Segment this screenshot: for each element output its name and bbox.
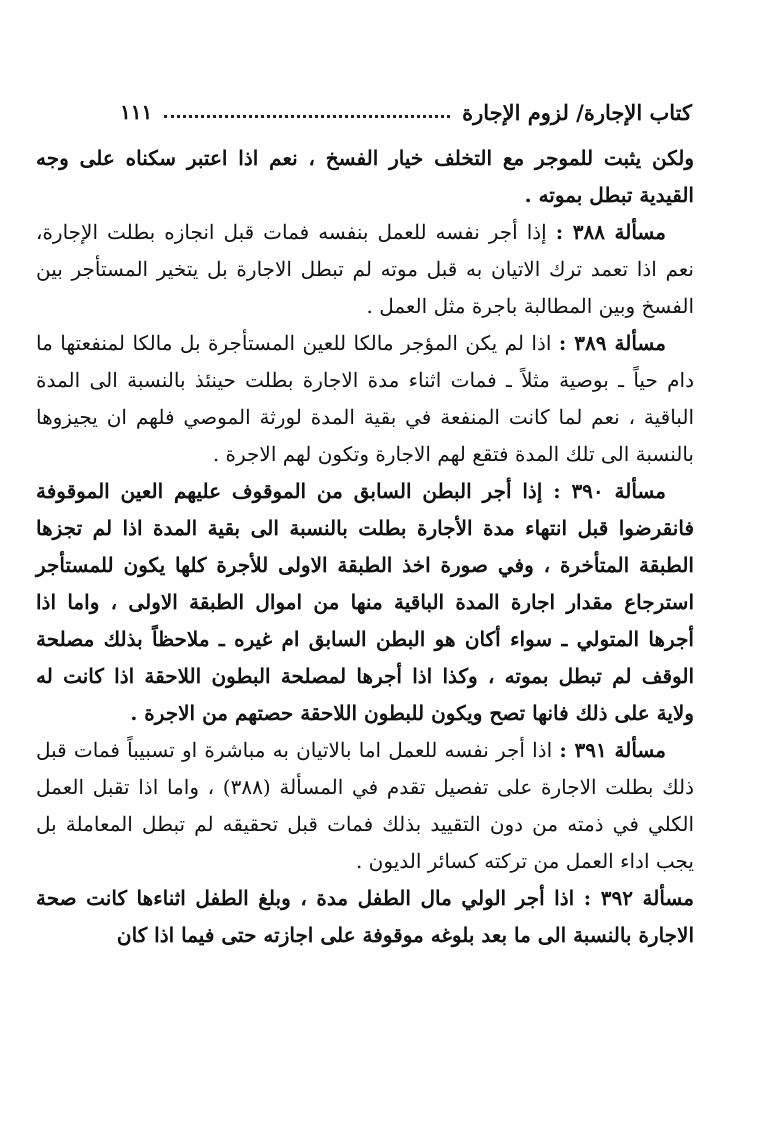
paragraph-text: إذا أجر البطن السابق من الموقوف عليهم العين الموقوفة فانقرضوا قبل انتهاء مدة الأجارة بطلت بالنسبة الى بقية المدة اذا لم تجزها الطبقة المتأخرة ، وفي صورة اخذ الطبقة الاولى للأجرة كلها يكون للمستأجر استرجاع مقدار اجارة المدة الباقية منها من اموال الطبقة الاولى ، واما اذا أجرها المتولي ـ سواء أكان هو البطن السابق ام غيره ـ ملاحظاً بذلك مصلحة الوقف لم تبطل بموته ، وكذا اذا أجرها لمصلحة البطون اللاحقة اذا كانت له ولاية على ذلك فانها تصح ويكون للبطون اللاحقة حصتهم من الاجرة . — [36, 479, 694, 725]
paragraph-masala-389 — [36, 325, 694, 473]
paragraph-text: اذا أجر الولي مال الطفل مدة ، وبلغ الطفل اثناءها كانت صحة الاجارة بالنسبة الى ما بعد بلوغه موقوفة على اجازته حتى فيما اذا كان — [36, 886, 694, 947]
paragraph-masala-391 — [36, 732, 694, 880]
running-title: كتاب الإجارة/ لزوم الإجارة — [462, 99, 692, 125]
leader-dots — [164, 115, 450, 118]
paragraph-text: إذا أجر نفسه للعمل بنفسه فمات قبل انجازه بطلت الإجارة، نعم اذا تعمد ترك الاتيان به قبل موته لم تبطل الاجارة بل يتخير المستأجر بين الفسخ وبين المطالبة باجرة مثل العمل . — [36, 220, 694, 318]
masala-label: مسألة ٣٩٠ : — [553, 479, 666, 503]
paragraph-text: اذا لم يكن المؤجر مالكا للعين المستأجرة بل مالكا لمنفعتها ما دام حياً ـ بوصية مثلاً ـ فمات اثناء مدة الاجارة بطلت حينئذ بالنسبة الى المدة الباقية ، نعم لما كانت المنفعة في بقية المدة لورثة الموصي فلهم ان يجيزوها بالنسبة الى تلك المدة فتقع لهم الاجارة وتكون لهم الاجرة . — [36, 331, 694, 466]
paragraph-text: اذا أجر نفسه للعمل اما بالاتيان به مباشرة او تسبيباً فمات قبل ذلك بطلت الاجارة على تفصيل تقدم في المسألة (٣٨٨) ، واما اذا تقبل العمل الكلي في ذمته من دون التقييد بذلك فمات قبل تحقيقه لم تبطل المعاملة بل يجب اداء العمل من تركته كسائر الديون . — [36, 738, 695, 873]
masala-label: مسألة ٣٩١ : — [559, 738, 666, 762]
page-body — [36, 140, 694, 954]
paragraph — [36, 140, 694, 214]
paragraph-masala-392 — [36, 880, 694, 954]
page-number: ١١١ — [120, 100, 153, 124]
page-header — [120, 92, 692, 132]
paragraph-masala-388 — [36, 214, 694, 325]
paragraph-text: ولكن يثبت للموجر مع التخلف خيار الفسخ ، نعم اذا اعتبر سكناه على وجه القيدية تبطل بموته . — [36, 146, 694, 207]
masala-label: مسألة ٣٨٨ : — [555, 220, 666, 244]
masala-label: مسألة ٣٨٩ : — [558, 331, 666, 355]
paragraph-masala-390 — [36, 473, 694, 732]
masala-label: مسألة ٣٩٢ : — [583, 886, 694, 910]
